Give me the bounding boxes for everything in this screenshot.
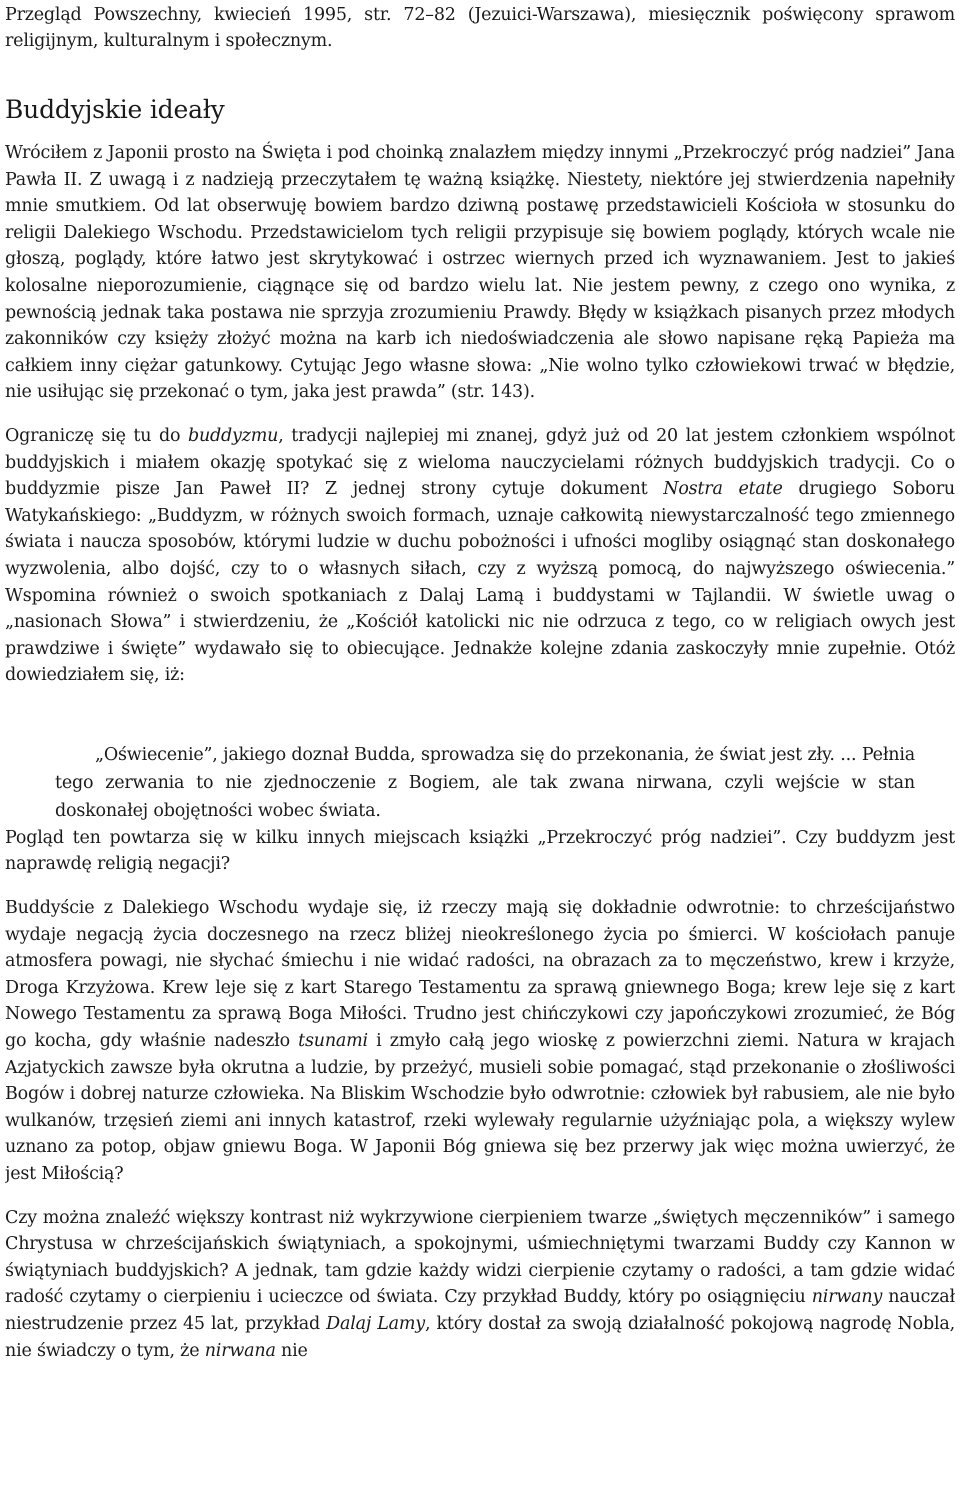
document-page <box>5 0 955 1485</box>
paragraph-5-text-b: nauczał niestrudzenie przez 45 lat, przykład <box>5 1287 955 1334</box>
paragraph-2-text-c: drugiego Soboru Watykańskiego: „Buddyzm, w różnych swoich formach, uznaje całkowitą niewystarczalność tego zmiennego świata i naucza sposobów, którymi ludzie w duchu pobożności i ufności mogliby osiągnąć stan doskonałego wyzwolenia, albo dojść, czy to o własnych siłach, czy z wyższą pomocą, do najwyższego oświecenia.” Wspomina również o swoich spotkaniach z Dalaj Lamą i buddystami w Tajlandii. W świetle uwag o „nasionach Słowa” i stwierdzeniu, że „Kościół katolicki nic nie odrzuca z tego, co w religiach owych jest prawdziwe i święte” wydawało się to obiecujące. Jednakże kolejne zdania zaskoczyły mnie zupełnie. Otóż dowiedziałem się, iż: <box>5 479 955 686</box>
article-title: Buddyjskie ideały <box>5 95 225 124</box>
paragraph-5-text-d: nie <box>275 1340 308 1361</box>
paragraph-2-text-b: , tradycji najlepiej mi znanej, gdyż już od 20 lat jestem członkiem wspólnot buddyjskich i miałem okazję spotykać się z wieloma nauczycielami różnych buddyjskich tradycji. Co o buddyzmie pisze Jan Paweł II? Z jednej strony cytuje dokument <box>5 425 955 500</box>
paragraph-2-text-a: Ograniczę się tu do <box>5 425 188 446</box>
emphasis-nostra-etate: Nostra etate <box>663 479 783 500</box>
paragraph-5 <box>5 1205 955 1365</box>
paragraph-4-text-b: i zmyło całą jego wioskę z powierzchni ziemi. Natura w krajach Azjatyckich zawsze była okrutna a ludzie, by przeżyć, musieli sobie pomagać, stąd przekonanie o złośliwości Bogów i dobrej naturze człowieka. Na Bliskim Wschodzie było odwrotnie: człowiek był rabusiem, ale nie było wulkanów, trzęsień ziemi ani innych katastrof, rzeki wylewały regularnie użyźniając pola, a większy wylew uznano za potop, objaw gniewu Boga. W Japonii Bóg gniewa się bez przerwy jak więc można uwierzyć, że jest Miłością? <box>5 1031 955 1184</box>
paragraph-1: Wróciłem z Japonii prosto na Święta i pod choinką znalazłem między innymi „Przekroczyć próg nadziei” Jana Pawła II. Z uwagą i z nadzieją przeczytałem tę ważną książkę. Niestety, niektóre jej stwierdzenia napełniły mnie smutkiem. Od lat obserwuję bowiem bardzo dziwną postawę przedstawicieli Kościoła w stosunku do religii Dalekiego Wschodu. Przedstawicielom tych religii przypisuje się bowiem poglądy, których wcale nie głoszą, poglądy, które łatwo jest skrytykować i ostrzec wiernych przed ich wyznawaniem. Jest to jakieś kolosalne nieporozumienie, ciągnące się od bardzo wielu lat. Nie jestem pewny, z czego ono wynika, z pewnością jednak taka postawa nie sprzyja zrozumieniu Prawdy. Błędy w książkach pisanych przez młodych zakonników czy księży złożyć można na karb ich niedoświadczenia ale słowo napisane ręką Papieża ma całkiem inny ciężar gatunkowy. Cytując Jego własne słowa: „Nie wolno tylko człowiekowi trwać w błędzie, nie usiłując się przekonać o tym, jaka jest prawda” (str. 143). <box>5 143 955 403</box>
paragraph-4-text-a: Buddyście z Dalekiego Wschodu wydaje się, iż rzeczy mają się dokładnie odwrotnie: to chrześcijaństwo wydaje negacją życia doczesnego na rzecz bliżej nieokreślonego życia po śmierci. W kościołach panuje atmosfera powagi, nie słychać śmiechu i nie widać radości, na obrazach za to męczeństwo, krew i krzyże, Droga Krzyżowa. Krew leje się z kart Starego Testamentu za sprawą gniewnego Boga; krew leje się z kart Nowego Testamentu za sprawą Boga Miłości. Trudno jest chińczykowi czy japończykowi zrozumieć, że Bóg go kocha, gdy właśnie nadeszło <box>5 898 955 1052</box>
paragraph-2 <box>5 423 955 689</box>
emphasis-tsunami: tsunami <box>298 1031 368 1052</box>
emphasis-nirwana: nirwana <box>204 1340 276 1361</box>
source-note: Przegląd Powszechny, kwiecień 1995, str. 72–82 (Jezuici-Warszawa), miesięcznik poświęcony sprawom religijnym, kulturalnym i społecznym. <box>5 5 955 51</box>
paragraph-4 <box>5 895 955 1188</box>
emphasis-buddyzmu: buddyzmu <box>187 425 279 446</box>
emphasis-nirwany: nirwany <box>811 1287 883 1308</box>
paragraph-5-text-a: Czy można znaleźć większy kontrast niż wykrzywione cierpieniem twarze „świętych męczenników” i samego Chrystusa w chrześcijańskich świątyniach, a spokojnymi, uśmiechniętymi twarzami Buddy czy Kannon w świątyniach buddyjskich? A jednak, tam gdzie każdy widzi cierpienie czytamy o radości, a tam gdzie widać radość czytamy o cierpieniu i ucieczce od świata. Czy przykład Buddy, który po osiągnięciu <box>5 1207 955 1308</box>
paragraph-3: Pogląd ten powtarza się w kilku innych miejscach książki „Przekroczyć próg nadziei”. Czy buddyzm jest naprawdę religią negacji? <box>5 827 955 875</box>
block-quote: „Oświecenie”, jakiego doznał Budda, sprowadza się do przekonania, że świat jest zły. ... Pełnia tego zerwania to nie zjednoczenie z Bogiem, ale tak zwana nirwana, czyli wejście w stan doskonałej obojętności wobec świata. <box>55 744 915 821</box>
emphasis-dalaj-lamy: Dalaj Lamy <box>326 1313 425 1334</box>
paragraph-5-text-c: , który dostał za swoją działalność pokojową nagrodę Nobla, nie świadczy o tym, że <box>5 1313 955 1361</box>
